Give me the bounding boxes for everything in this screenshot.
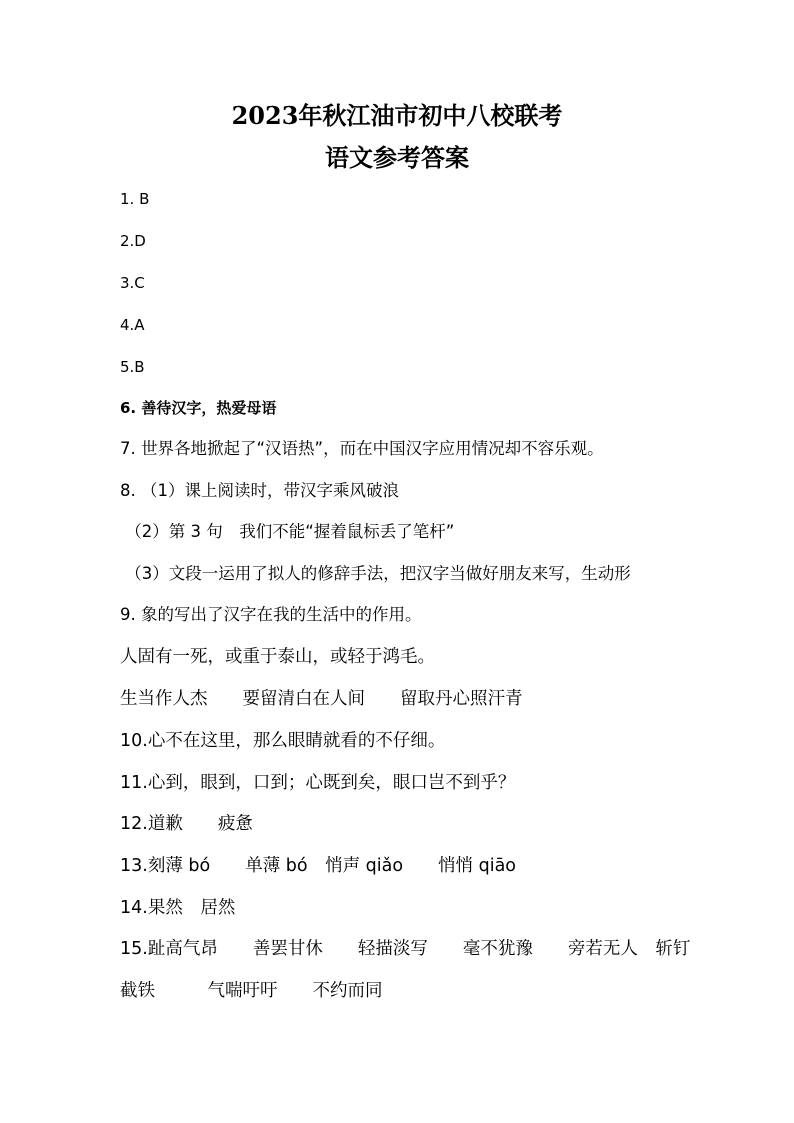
answer-line-9: 9. 象的写出了汉字在我的生活中的作用。	[120, 605, 422, 624]
answer-line-1: 1. B	[120, 190, 150, 208]
answer-line-10: 10.心不在这里，那么眼睛就看的不仔细。	[120, 731, 446, 751]
answer-line-8-3: （3）文段一运用了拟人的修辞手法，把汉字当做好朋友来写，生动形	[120, 564, 631, 583]
answer-line-14: 14.果然 居然	[120, 898, 236, 918]
answer-line-15: 15.趾高气昂 善罢甘休 轻描淡写 毫不犹豫 旁若无人 斩钉	[120, 939, 691, 959]
answer-line-quote-2: 生当作人杰 要留清白在人间 留取丹心照汗青	[120, 689, 523, 709]
answer-line-6: 6. 善待汉字，热爱母语	[120, 399, 277, 417]
answer-line-8-2: （2）第 3 句 我们不能“握着鼠标丢了笔杆”	[120, 522, 455, 541]
answer-line-11: 11.心到，眼到，口到；心既到矣，眼口岂不到乎？	[120, 773, 516, 793]
answer-line-quote-1: 人固有一死，或重于泰山，或轻于鸿毛。	[120, 647, 435, 667]
answer-line-12: 12.道歉 疲惫	[120, 814, 253, 834]
document-title: 2023年秋江油市初中八校联考	[231, 101, 563, 130]
answer-line-13: 13.刻薄 bó 单薄 bó 悄声 qiǎo 悄悄 qiāo	[120, 856, 517, 876]
answer-line-4: 4.A	[120, 316, 145, 334]
answer-line-15-continued: 截铁 气喘吁吁 不约而同	[120, 981, 383, 1001]
answer-line-7: 7. 世界各地掀起了“汉语热”，而在中国汉字应用情况却不容乐观。	[120, 439, 604, 458]
answer-line-3: 3.C	[120, 274, 145, 292]
answer-line-5: 5.B	[120, 358, 145, 376]
answer-line-2: 2.D	[120, 232, 146, 250]
answer-line-8: 8. （1）课上阅读时，带汉字乘风破浪	[120, 481, 399, 500]
document-subtitle: 语文参考答案	[325, 143, 469, 172]
